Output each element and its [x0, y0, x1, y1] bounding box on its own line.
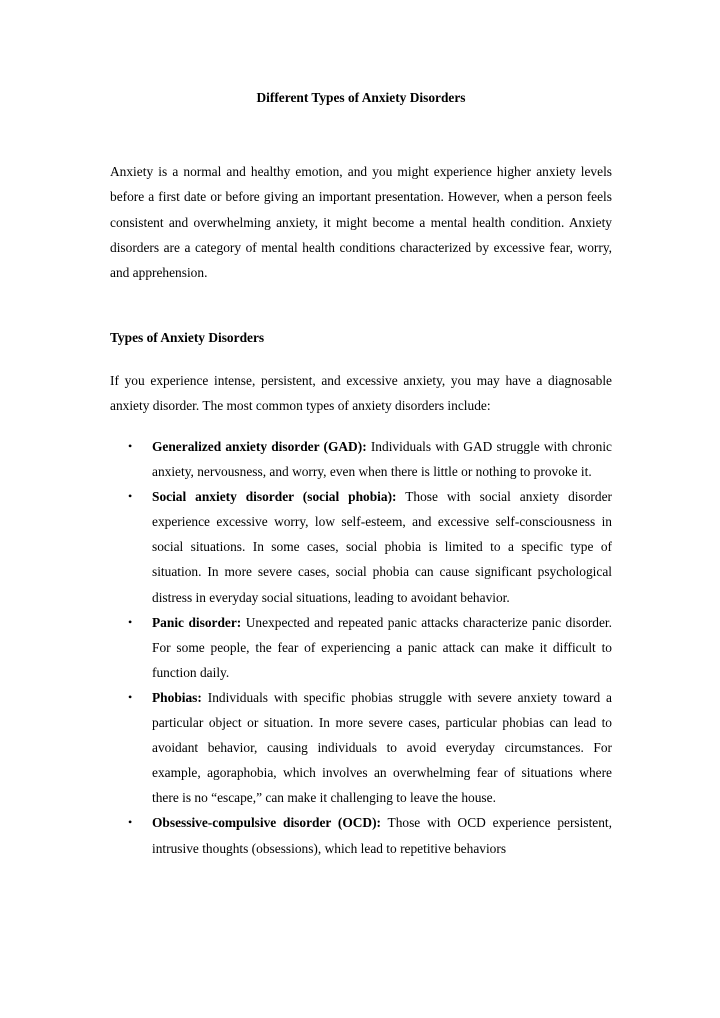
list-item-term: Panic disorder: — [152, 614, 242, 630]
list-item-ocd — [110, 810, 612, 860]
list-item-term: Phobias: — [152, 689, 202, 705]
section-heading: Types of Anxiety Disorders — [110, 330, 265, 345]
list-item-text: Individuals with specific phobias struggle with severe anxiety toward a particular object or situation. In more severe cases, particular phobias can lead to avoidant behavior, causing individuals to avoid everyday circumstances. For example, agoraphobia, which involves an overwhelming fear of situations where there is no “escape,” can make it challenging to leave the house. — [152, 689, 612, 806]
bullet-icon: • — [128, 689, 133, 704]
list-item-term: Generalized anxiety disorder (GAD): — [152, 439, 367, 454]
list-item-phobias — [110, 685, 612, 810]
list-item-social-anxiety — [110, 484, 612, 609]
list-item-text: Unexpected and repeated panic attacks characterize panic disorder. For some people, the fear of experiencing a panic attack can make it difficult to function daily. — [152, 614, 612, 680]
bullet-icon: • — [128, 614, 133, 629]
intro-paragraph: Anxiety is a normal and healthy emotion, and you might experience higher anxiety levels before a first date or before giving an important presentation. However, when a person feels consistent and overwhelming anxiety, it might become a mental health condition. Anxiety disorders are a category of mental health conditions characterized by excessive fear, worry, and apprehension. — [110, 164, 612, 281]
section-paragraph: If you experience intense, persistent, and excessive anxiety, you may have a diagnosable anxiety disorder. The most common types of anxiety disorders include: — [110, 373, 612, 414]
bullet-icon: • — [128, 489, 133, 504]
list-item-gad — [110, 434, 612, 484]
anxiety-disorder-list — [110, 434, 612, 861]
bullet-icon: • — [128, 815, 133, 830]
list-item-term: Obsessive-compulsive disorder (OCD): — [152, 815, 381, 831]
list-item-term: Social anxiety disorder (social phobia): — [152, 489, 397, 505]
document-title: Different Types of Anxiety Disorders — [256, 90, 466, 105]
list-item-text: Individuals with GAD struggle with chronic anxiety, nervousness, and worry, even when there is little or nothing to provoke it. — [152, 439, 612, 480]
list-item-text: Those with OCD experience persistent, intrusive thoughts (obsessions), which lead to repetitive behaviors — [152, 815, 612, 856]
list-item-panic-disorder — [110, 610, 612, 685]
bullet-icon: • — [128, 439, 133, 453]
list-item-text: Those with social anxiety disorder experience excessive worry, low self-esteem, and excessive self-consciousness in social situations. In some cases, social phobia is limited to a specific type of situation. In more severe cases, social phobia can cause significant psychological distress in everyday social situations, leading to avoidant behavior. — [152, 489, 612, 605]
